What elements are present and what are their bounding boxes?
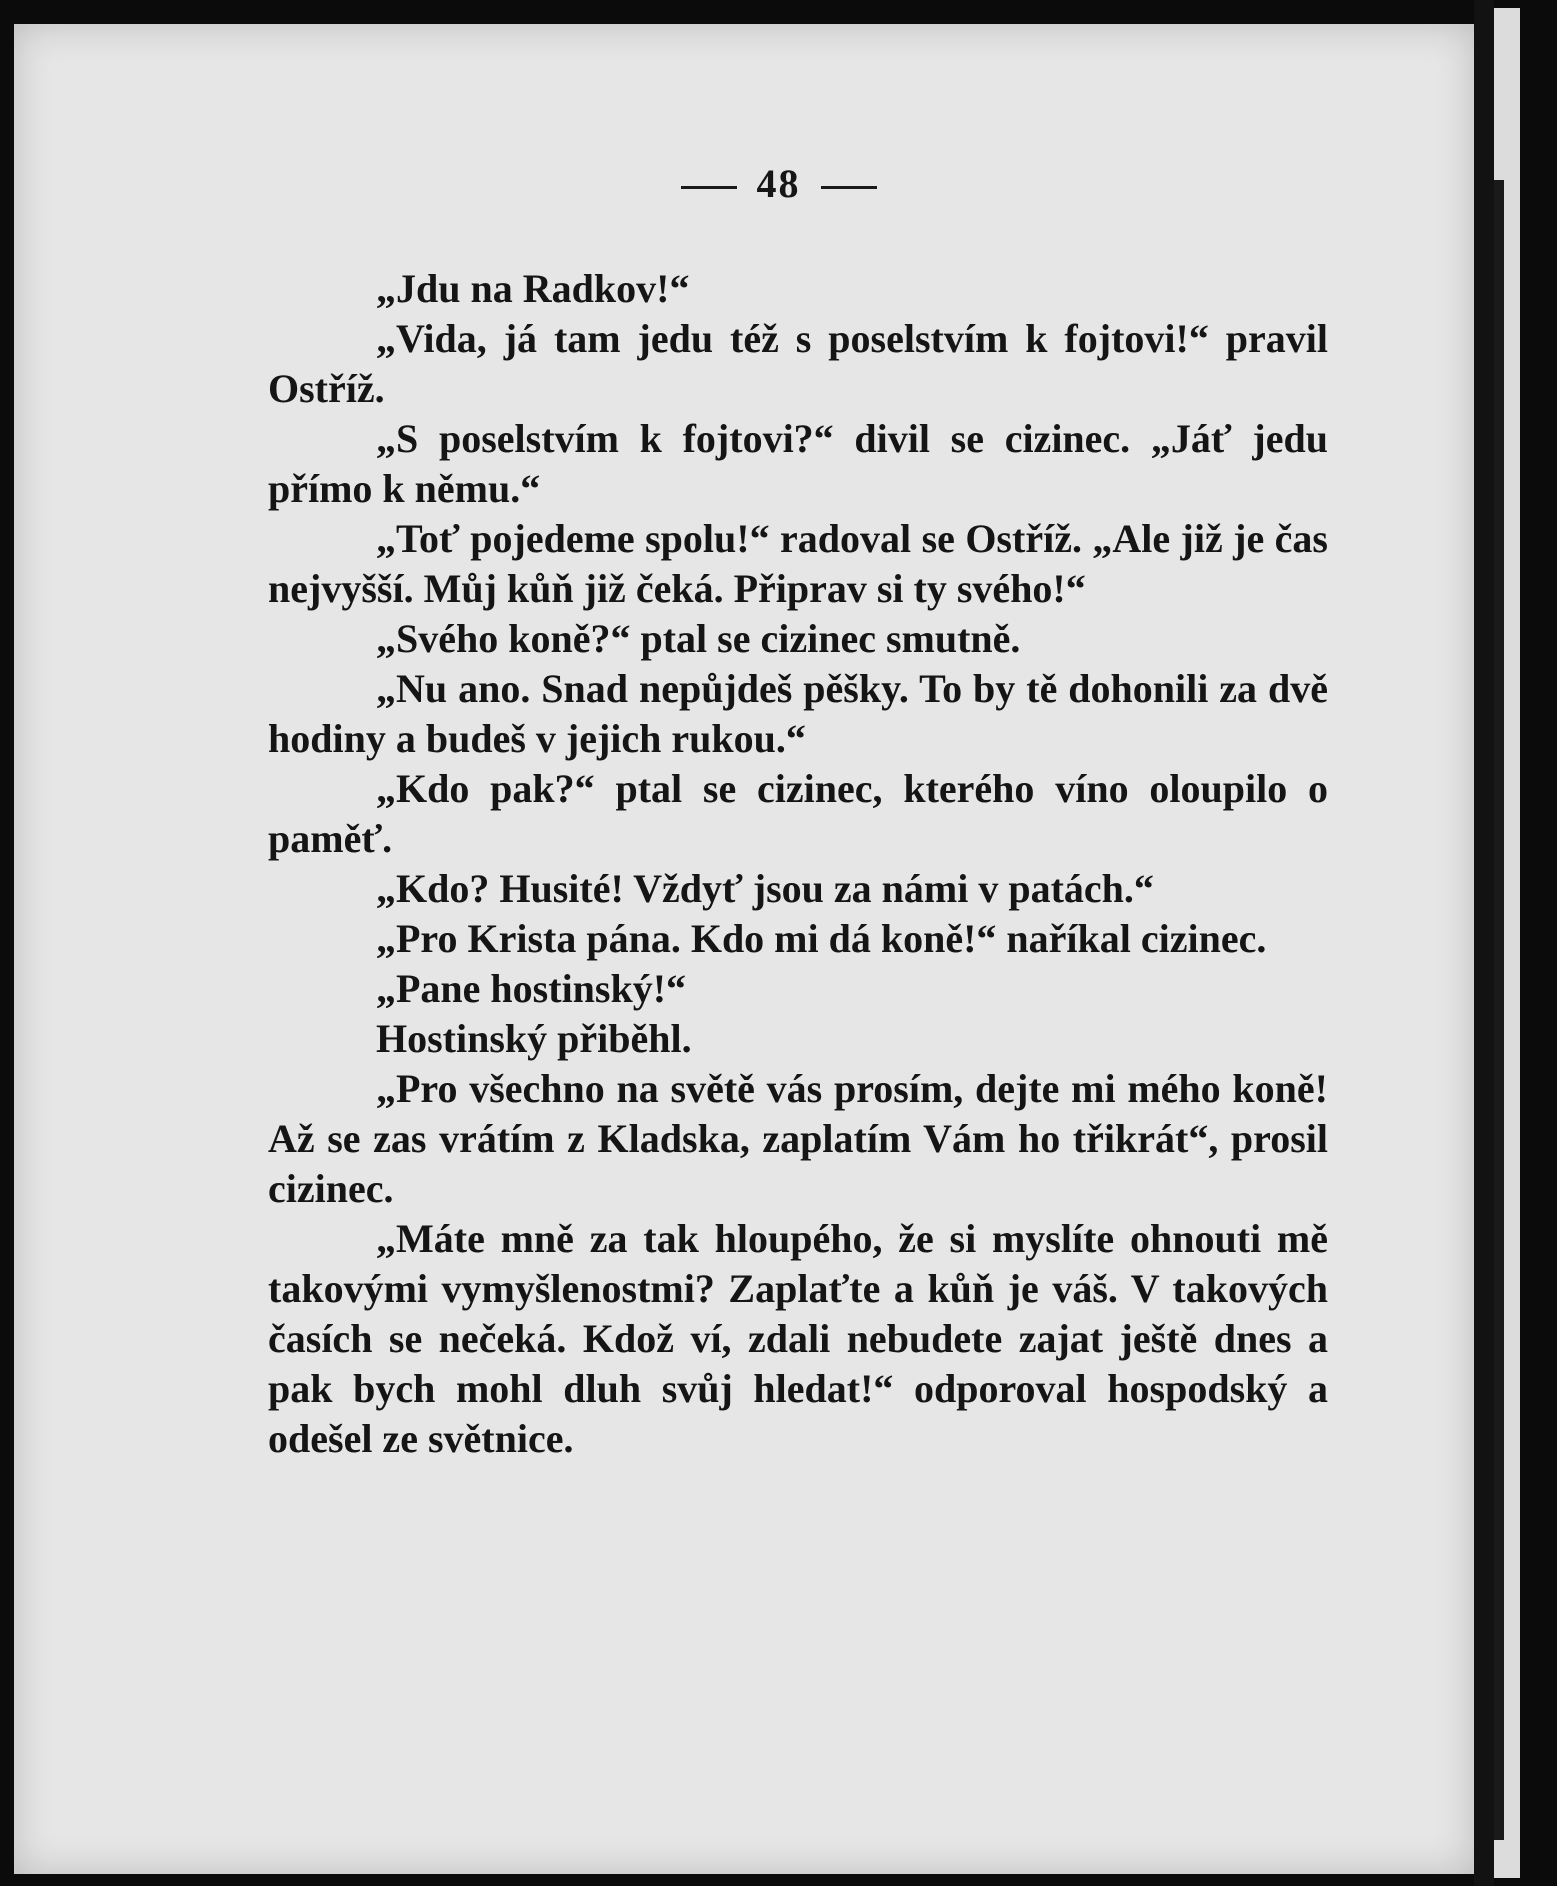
paragraph: „Kdo? Husité! Vždyť jsou za námi v patách.“ [376, 866, 1154, 911]
page-number-left-dash [681, 186, 737, 189]
paragraph: „Vida, já tam jedu též s poselstvím k fojtovi!“ pravil Ostříž. [268, 316, 1328, 411]
paragraph: „Kdo pak?“ ptal se cizinec, kterého víno oloupilo o paměť. [268, 766, 1328, 861]
page-number-value: 48 [756, 161, 801, 206]
body-text [268, 264, 1328, 1464]
page-number [0, 160, 1557, 207]
paragraph: „Pane hostinský!“ [376, 966, 687, 1011]
paragraph: „Pro všechno na světě vás prosím, dejte mi mého koně! Až se zas vrátím z Kladska, zaplatím Vám ho třikrát“, prosil cizinec. [268, 1066, 1328, 1211]
page-number-right-dash [821, 186, 877, 189]
paragraph: Hostinský přiběhl. [376, 1016, 692, 1061]
paragraph: „S poselstvím k fojtovi?“ divil se cizinec. „Jáť jedu přímo k němu.“ [268, 416, 1328, 511]
binding-line [1494, 180, 1504, 1840]
paragraph: „Nu ano. Snad nepůjdeš pěšky. To by tě dohonili za dvě hodiny a budeš v jejich rukou.“ [268, 666, 1328, 761]
book-edge-shadow [1474, 0, 1494, 1886]
paragraph: „Toť pojedeme spolu!“ radoval se Ostříž. „Ale již je čas nejvyšší. Můj kůň již čeká. Připrav si ty svého!“ [268, 516, 1328, 611]
paragraph: „Jdu na Radkov!“ [376, 266, 690, 311]
paragraph: „Svého koně?“ ptal se cizinec smutně. [376, 616, 1021, 661]
paragraph: „Pro Krista pána. Kdo mi dá koně!“ naříkal cizinec. [376, 916, 1267, 961]
paragraph: „Máte mně za tak hloupého, že si myslíte ohnouti mě takovými vymyšlenostmi? Zaplaťte a kůň je váš. V takových časích se nečeká. Kdož ví, zdali nebudete zajat ještě dnes a pak bych mohl dluh svůj hledat!“ odporoval hospodský a odešel ze světnice. [268, 1216, 1328, 1461]
